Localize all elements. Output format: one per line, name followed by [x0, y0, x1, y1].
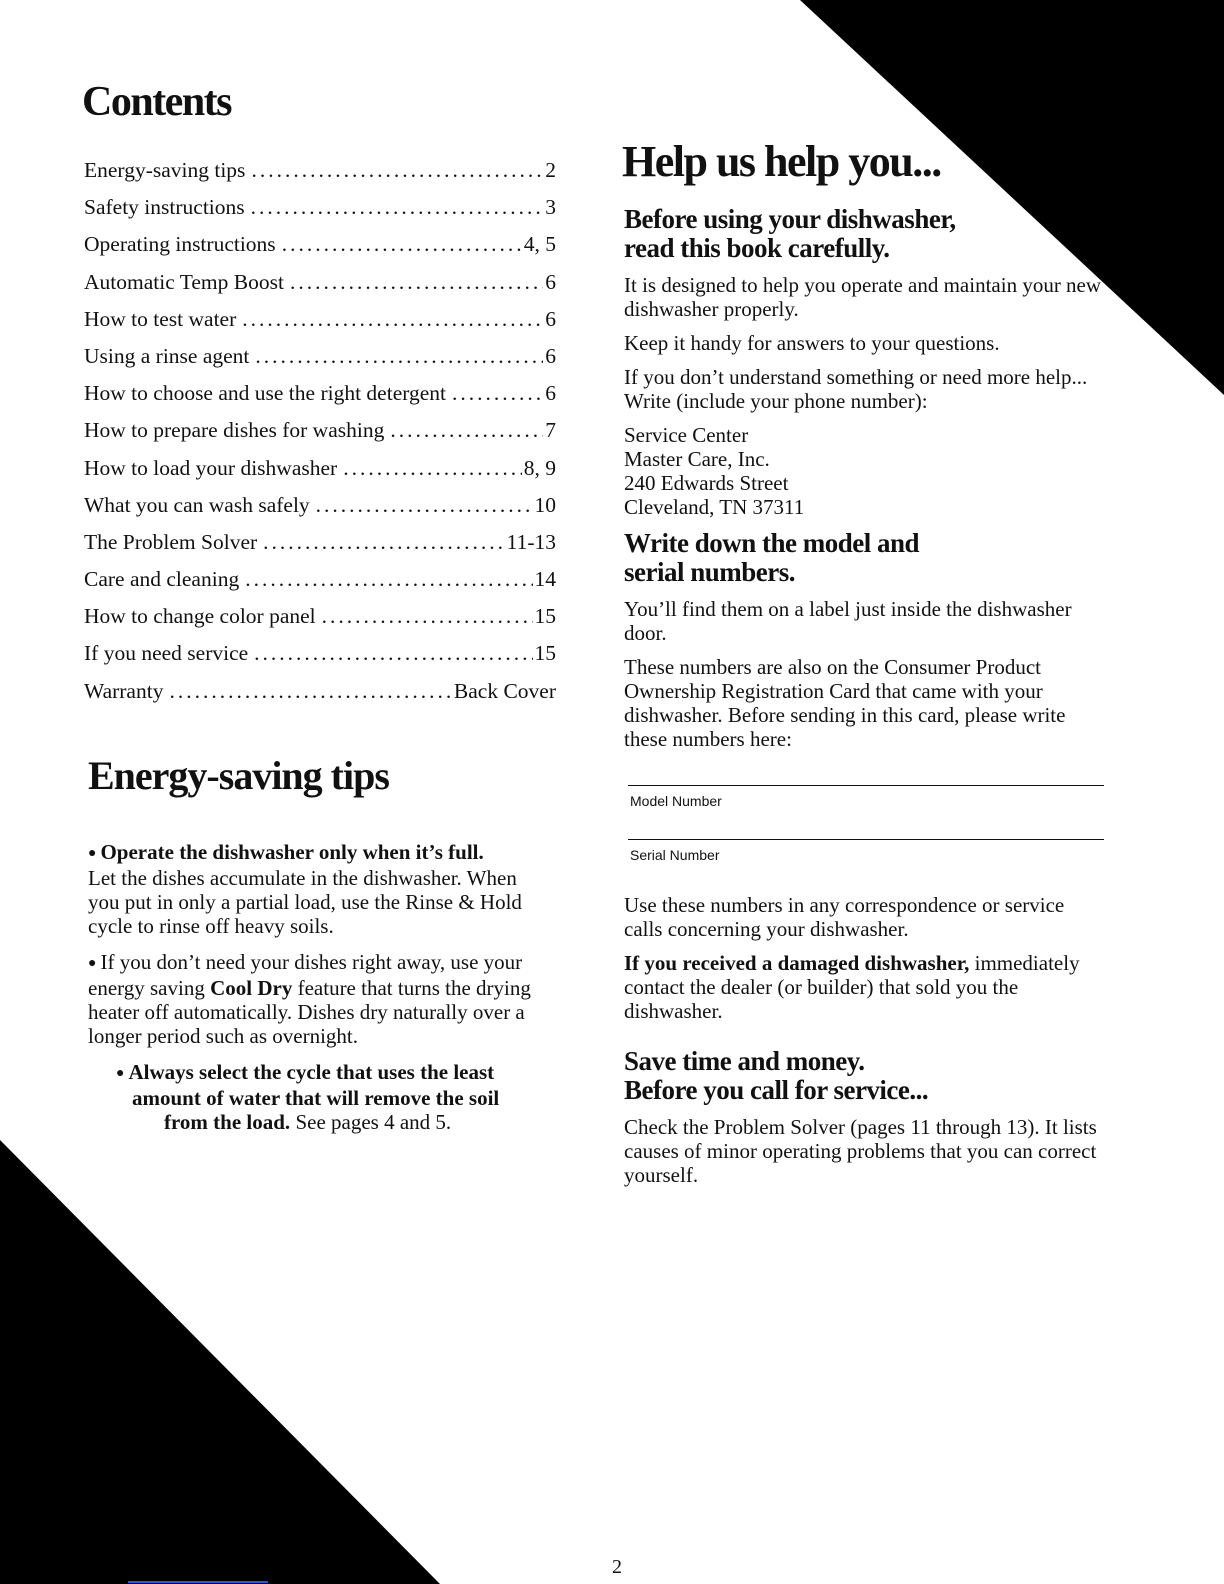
toc-entry-page: 15	[534, 604, 556, 629]
toc-dot-leader	[242, 307, 543, 332]
toc-entry-page: 10	[534, 492, 556, 517]
toc-entry-page: 11-13	[506, 529, 556, 554]
energy-tips-title: Energy-saving tips	[88, 753, 389, 798]
help-paragraph-1: It is designed to help you operate and maintain your new dishwasher properly.	[624, 273, 1102, 321]
help-section	[624, 205, 1104, 1197]
bullet-icon: ●	[88, 846, 97, 861]
toc-dot-leader	[251, 158, 543, 183]
toc-entry-label: How to load your dishwasher	[84, 455, 338, 480]
service-address: Service Center Master Care, Inc. 240 Edwards Street Cleveland, TN 37311	[624, 423, 805, 519]
toc-entry	[84, 344, 556, 381]
toc-dot-leader	[282, 232, 522, 257]
toc-entry-page: 7	[545, 418, 556, 443]
bullet-icon: ●	[88, 956, 97, 971]
toc-entry-label: How to test water	[84, 306, 237, 331]
toc-entry-page: 6	[545, 306, 556, 331]
toc-entry-page: 6	[545, 381, 556, 406]
toc-dot-leader	[343, 456, 522, 481]
toc-dot-leader	[251, 195, 544, 220]
bullet-icon: ●	[116, 1066, 125, 1081]
toc-dot-leader	[322, 604, 533, 629]
bottom-left-corner-triangle	[0, 1140, 440, 1584]
toc-dot-leader	[169, 679, 451, 704]
help-paragraph-3: If you don’t understand something or need more help... Write (include your phone number):	[624, 365, 1088, 413]
toc-dot-leader	[245, 567, 532, 592]
toc-entry	[84, 567, 556, 604]
model-paragraph-3: Use these numbers in any correspondence or service calls concerning your dishwasher.	[624, 893, 1065, 941]
toc-entry	[84, 530, 556, 567]
serial-number-field[interactable]	[624, 839, 1104, 893]
toc-entry	[84, 195, 556, 232]
toc-dot-leader	[452, 381, 543, 406]
toc-entry-label: Care and cleaning	[84, 567, 240, 592]
toc-entry-label: The Problem Solver	[84, 529, 258, 554]
toc-entry	[84, 493, 556, 530]
footer-rule	[128, 1581, 268, 1583]
serial-number-label: Serial Number	[630, 847, 720, 863]
toc-entry-label: Safety instructions	[84, 195, 245, 220]
toc-entry-page: 6	[545, 343, 556, 368]
before-using-heading: Before using your dishwasher, read this book carefully.	[624, 204, 956, 263]
toc-entry-page: 4, 5	[523, 232, 556, 257]
toc-entry-label: How to change color panel	[84, 604, 316, 629]
model-serial-heading: Write down the model and serial numbers.	[624, 528, 920, 587]
save-paragraph: Check the Problem Solver (pages 11 through 13). It lists causes of minor operating problems that you can correct yourself.	[624, 1115, 1097, 1187]
help-paragraph-2: Keep it handy for answers to your questions.	[624, 331, 1000, 355]
toc-entry	[84, 381, 556, 418]
energy-tips-body	[88, 840, 548, 1146]
toc-entry	[84, 232, 556, 269]
toc-entry	[84, 270, 556, 307]
toc-entry	[84, 641, 556, 678]
toc-entry	[84, 604, 556, 641]
toc-entry-page: 8, 9	[523, 455, 556, 480]
model-number-label: Model Number	[630, 793, 722, 809]
toc-entry	[84, 158, 556, 195]
save-time-heading: Save time and money. Before you call for service...	[624, 1046, 929, 1105]
toc-entry-label: How to prepare dishes for washing	[84, 418, 385, 443]
toc-entry-label: Energy-saving tips	[84, 158, 246, 182]
model-number-field[interactable]	[624, 785, 1104, 839]
damaged-paragraph: If you received a damaged dishwasher, immediately contact the dealer (or builder) that sold you the dishwasher.	[624, 951, 1080, 1023]
table-of-contents	[84, 158, 556, 716]
toc-entry-label: Using a rinse agent	[84, 343, 250, 368]
toc-entry-page: 3	[545, 195, 556, 220]
toc-entry-label: What you can wash safely	[84, 492, 310, 517]
toc-entry-page: 15	[534, 641, 556, 666]
toc-dot-leader	[255, 344, 543, 369]
toc-entry-label: Automatic Temp Boost	[84, 269, 284, 294]
toc-entry	[84, 307, 556, 344]
toc-entry	[84, 418, 556, 455]
model-paragraph-2: These numbers are also on the Consumer Product Ownership Registration Card that came with your dishwasher. Before sending in this card, please write these numbers here:	[624, 655, 1066, 751]
toc-entry-label: Operating instructions	[84, 232, 276, 257]
toc-entry-label: If you need service	[84, 641, 249, 666]
toc-dot-leader	[316, 493, 533, 518]
toc-entry	[84, 679, 556, 716]
toc-dot-leader	[263, 530, 504, 555]
toc-entry-page: 6	[545, 269, 556, 294]
contents-title: Contents	[82, 79, 232, 125]
help-title: Help us help you...	[622, 137, 941, 186]
toc-dot-leader	[254, 641, 532, 666]
toc-entry-label: How to choose and use the right detergent	[84, 381, 447, 406]
toc-entry	[84, 456, 556, 493]
toc-dot-leader	[290, 270, 543, 295]
toc-entry-page: 14	[534, 567, 556, 592]
model-paragraph-1: You’ll find them on a label just inside the dishwasher door.	[624, 597, 1072, 645]
energy-tip-2: ● If you don’t need your dishes right away, use your energy saving Cool Dry feature that turns the drying heater off automatically. Dishes dry naturally over a longer period such as overnight.	[88, 950, 531, 1048]
energy-tip-3: ● Always select the cycle that uses the least amount of water that will remove the soil from the load. See pages 4 and 5.	[116, 1060, 500, 1134]
toc-dot-leader	[390, 418, 543, 443]
energy-tip-1: ● Operate the dishwasher only when it’s full. Let the dishes accumulate in the dishwasher. When you put in only a partial load, use the Rinse & Hold cycle to rinse off heavy soils.	[88, 840, 522, 938]
toc-entry-page: 2	[545, 158, 556, 182]
toc-entry-label: Warranty	[84, 678, 164, 703]
toc-entry-page: Back Cover	[453, 678, 556, 703]
page-number: 2	[612, 1556, 622, 1578]
